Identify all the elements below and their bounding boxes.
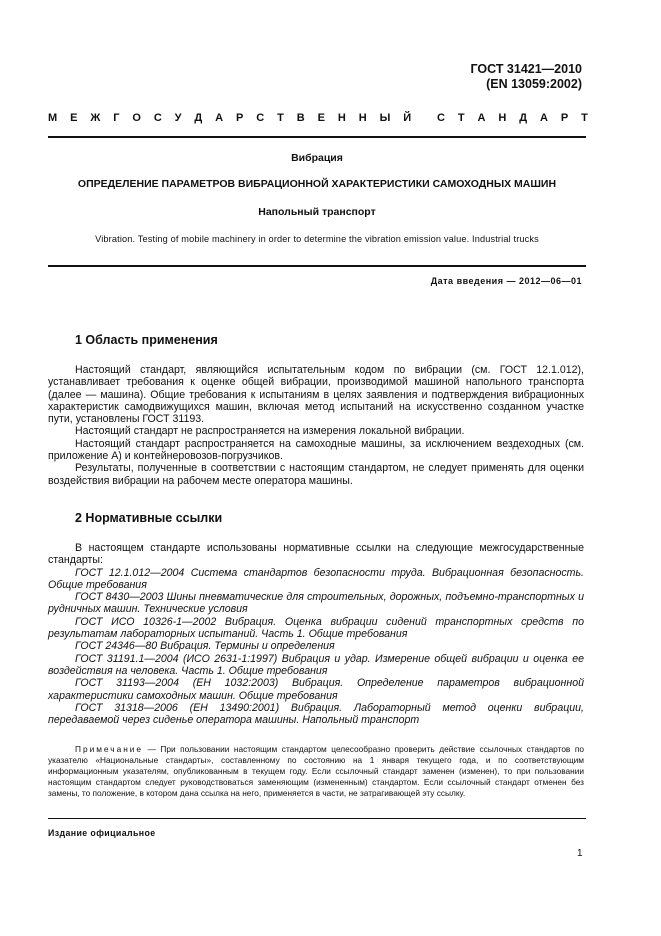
footer-rule: [48, 818, 586, 819]
banner-letter: М: [48, 112, 58, 124]
title-main: ОПРЕДЕЛЕНИЕ ПАРАМЕТРОВ ВИБРАЦИОННОЙ ХАРАКТЕРИСТИКИ САМОХОДНЫХ МАШИН: [77, 178, 557, 190]
paragraph: В настоящем стандарте использованы нормативные ссылки на следующие межгосударственные стандарты:: [48, 542, 584, 567]
banner-letter: С: [256, 112, 265, 124]
banner-letter: Т: [457, 112, 465, 124]
note-text: — При пользовании настоящим стандартом целесообразно проверить действие ссылочных стандартов по указателю «Национальные стандарты», составленному по состоянию на 1 января текущего года, и по соответствующим информационным указателям, опубликованным в текущем году. Если ссылочный стандарт заменен (изменен), то при пользовании настоящим стандартом следует руководствоваться заменяющим (измененным) стандартом. Если ссылочный стандарт отменен без замены, то положение, в котором дана ссылка на него, применяется в части, не затрагивающей эту ссылку.: [48, 744, 584, 798]
reference-item: ГОСТ 31191.1—2004 (ИСО 2631-1:1997) Вибрация и удар. Измерение общей вибрации и оценка ее воздействия на человека. Часть 1. Общие требования: [48, 652, 584, 677]
banner-letter: Е: [317, 112, 325, 124]
banner-letter: Е: [70, 112, 78, 124]
section-heading-scope: 1 Область применения: [75, 333, 218, 347]
banner-letter: Н: [337, 112, 346, 124]
paragraph: Настоящий стандарт, являющийся испытательным кодом по вибрации (см. ГОСТ 12.1.012), устанавливает требования к оценке общей вибрации, производимой машиной напольного транспорта (далее — машина). Общие требования к испытаниям в целях заявления и подтверждения вибрационных характеристик самодвижущихся машин, включая метод испытаний на искусственно созданном участке пути, установлены ГОСТ 31193.: [48, 364, 584, 426]
gost-number: ГОСТ 31421—2010: [470, 62, 582, 76]
reference-item: ГОСТ 12.1.012—2004 Система стандартов безопасности труда. Вибрационная безопасность. Общие требования: [48, 566, 584, 591]
page-number: 1: [577, 848, 583, 859]
introduction-date: Дата введения — 2012—06—01: [430, 276, 582, 286]
section-references-body: [48, 542, 584, 726]
reference-item: ГОСТ 31193—2004 (ЕН 1032:2003) Вибрация. Определение параметров вибрационной характеристики самоходных машин. Общие требования: [48, 677, 584, 702]
title-rule: [48, 265, 586, 267]
edition-label: Издание официальное: [48, 828, 156, 838]
section-scope-body: [48, 364, 584, 487]
banner-letter: Н: [358, 112, 367, 124]
paragraph: Настоящий стандарт распространяется на самоходные машины, за исключением вездеходных (см. приложение А) и контейнеровозов-погрузчиков.: [48, 437, 584, 463]
banner-letter: Р: [560, 112, 569, 124]
paragraph: Результаты, полученные в соответствии с настоящим стандартом, не следует применять для оценки воздействия вибрации на рабочем месте оператора машины.: [48, 462, 584, 487]
reference-item: ГОСТ 8430—2003 Шины пневматические для строительных, дорожных, подъемно-транспортных и рудничных машин. Технические условия: [48, 591, 584, 616]
banner-letter: Й: [403, 112, 412, 124]
reference-item: ГОСТ 24346—80 Вибрация. Термины и определения: [75, 640, 335, 653]
banner-letter: А: [215, 112, 224, 124]
title-subtitle: Напольный транспорт: [258, 206, 376, 218]
title-english: Vibration. Testing of mobile machinery in order to determine the vibration emission value. Industrial trucks: [95, 234, 539, 244]
reference-item: ГОСТ 31318—2006 (ЕН 13490:2001) Вибрация. Лабораторный метод оценки вибрации, передаваемой через сиденье оператора машины. Напольный транспорт: [48, 701, 584, 727]
header-rule: [48, 136, 586, 138]
note-paragraph: [48, 744, 584, 799]
reference-item: ГОСТ ИСО 10326-1—2002 Вибрация. Оценка вибрации сидений транспортных средств по результатам лабораторных испытаний. Часть 1. Общие требования: [48, 615, 584, 641]
banner-letter: Р: [236, 112, 244, 124]
banner-letter: С: [153, 112, 162, 124]
banner-letter: Н: [498, 112, 507, 124]
standard-number-block: [470, 62, 582, 92]
banner-letter: Т: [277, 112, 284, 124]
banner-letter: В: [296, 112, 305, 124]
en-number: (EN 13059:2002): [486, 77, 582, 91]
banner-letter: А: [477, 112, 486, 124]
banner-letter: О: [132, 112, 141, 124]
note-block: [48, 744, 584, 799]
banner-letter: Т: [581, 112, 588, 124]
standard-type-banner: [48, 112, 588, 124]
banner-letter: Ы: [379, 112, 391, 124]
banner-letter: У: [174, 112, 182, 124]
banner-letter: С: [437, 112, 445, 124]
banner-letter: Ж: [90, 112, 101, 124]
title-topic: Вибрация: [291, 152, 343, 164]
section-heading-references: 2 Нормативные ссылки: [75, 511, 223, 525]
banner-letter: Д: [194, 112, 203, 124]
banner-letter: Г: [113, 112, 120, 124]
paragraph: Настоящий стандарт не распространяется на измерения локальной вибрации.: [75, 425, 465, 438]
note-label: Примечание: [75, 744, 144, 754]
banner-letter: Д: [519, 112, 528, 124]
banner-letter: А: [539, 112, 548, 124]
